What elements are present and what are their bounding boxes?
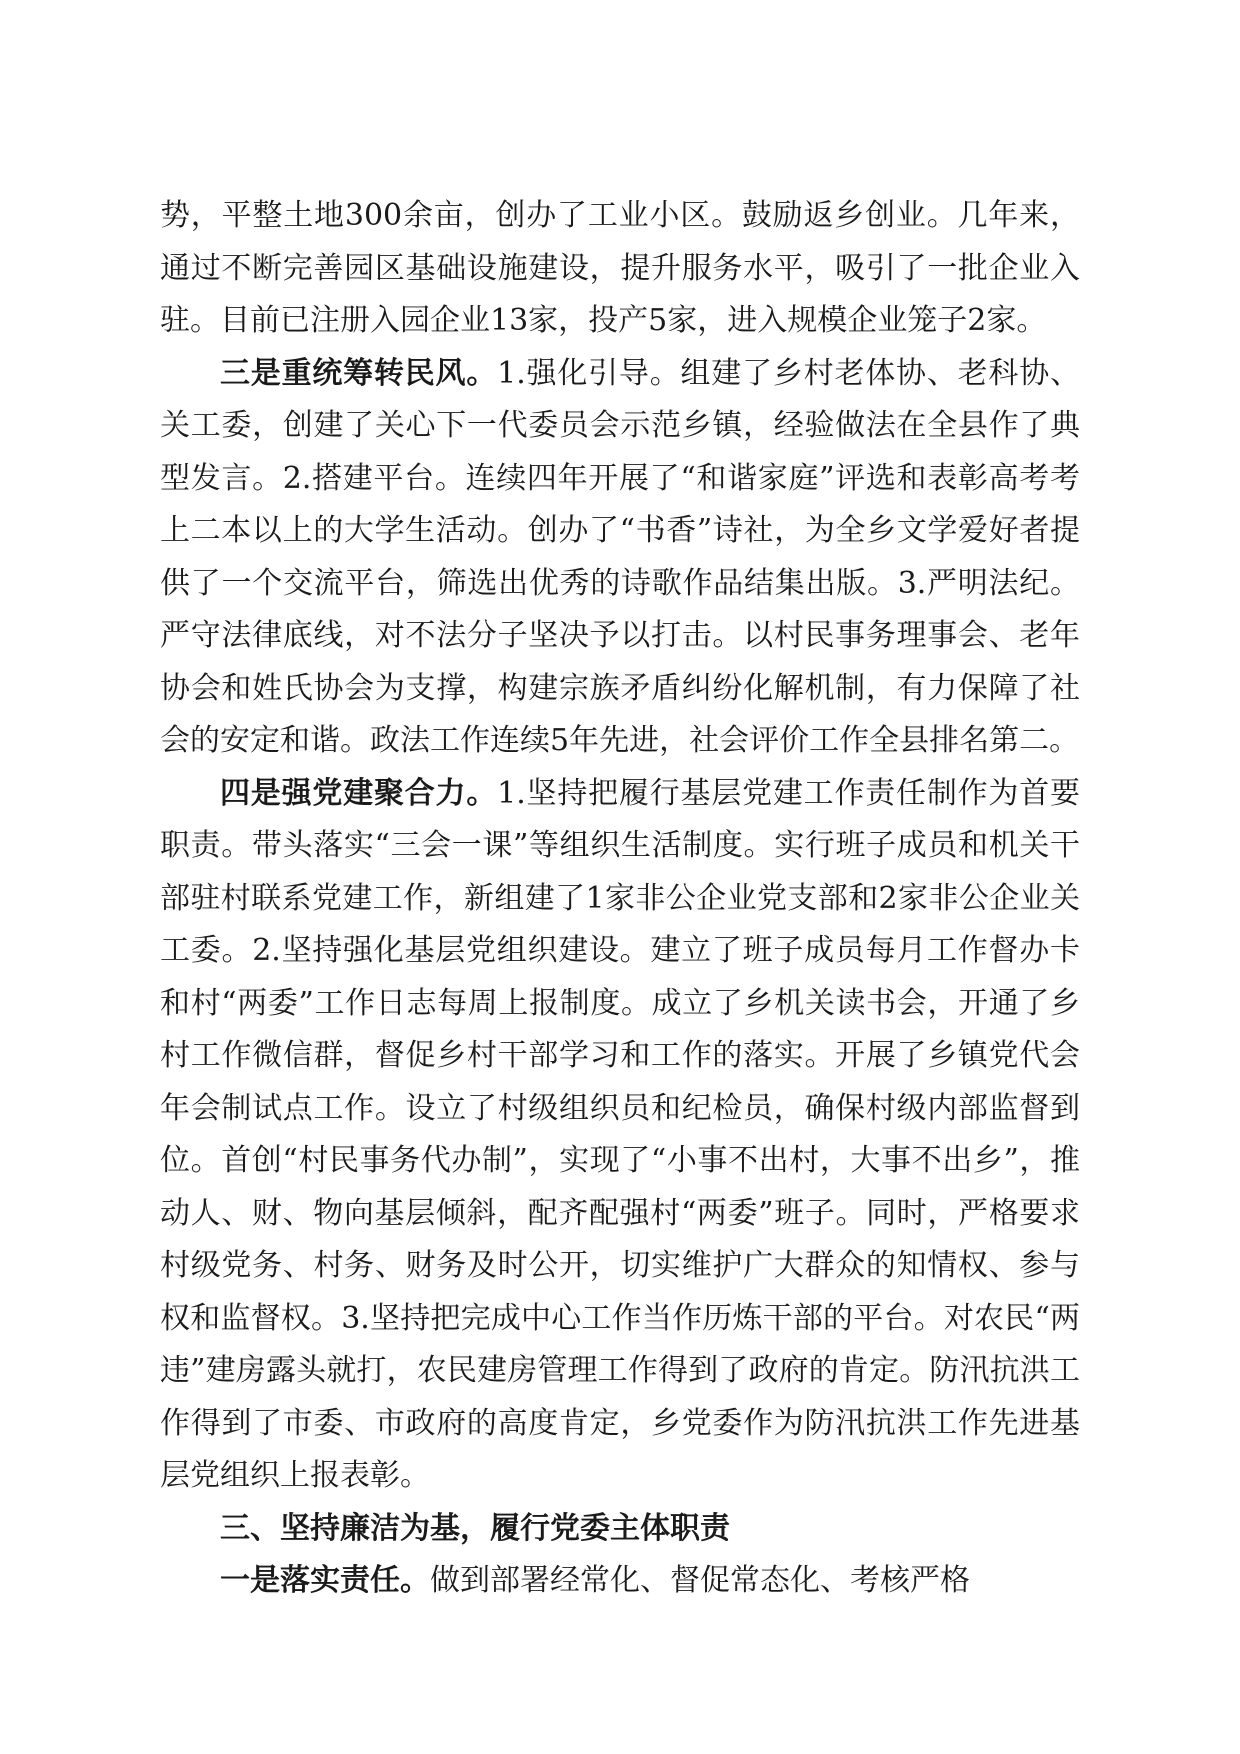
paragraph-lead: 一是落实责任。 <box>220 1563 430 1598</box>
document-page <box>160 190 1080 1608</box>
paragraph-body: 势，平整土地300余亩，创办了工业小区。鼓励返乡创业。几年来，通过不断完善园区基础设施建设，提升服务水平，吸引了一批企业入驻。目前已注册入园企业13家，投产5家，进入规模企业笼子2家。 <box>160 198 1080 338</box>
paragraph-continuation <box>160 190 1080 348</box>
paragraph-responsibility <box>160 1555 1080 1608</box>
paragraph-body: 1.坚持把履行基层党建工作责任制作为首要职责。带头落实“三会一课”等组织生活制度。实行班子成员和机关干部驻村联系党建工作，新组建了1家非公企业党支部和2家非公企业关工委。2.坚持强化基层党组织建设。建立了班子成员每月工作督办卡和村“两委”工作日志每周上报制度。成立了乡机关读书会，开通了乡村工作微信群，督促乡村干部学习和工作的落实。开展了乡镇党代会年会制试点工作。设立了村级组织员和纪检员，确保村级内部监督到位。首创“村民事务代办制”，实现了“小事不出村，大事不出乡”，推动人、财、物向基层倾斜，配齐配强村“两委”班子。同时，严格要求村级党务、村务、财务及时公开，切实维护广大群众的知情权、参与权和监督权。3.坚持把完成中心工作当作历炼干部的平台。对农民“两违”建房露头就打，农民建房管理工作得到了政府的肯定。防汛抗洪工作得到了市委、市政府的高度肯定，乡党委作为防汛抗洪工作先进基层党组织上报表彰。 <box>160 775 1080 1493</box>
paragraph-lead: 四是强党建聚合力。 <box>220 775 498 811</box>
paragraph-body: 做到部署经常化、督促常态化、考核严格 <box>430 1563 970 1598</box>
paragraph-lead: 三是重统筹转民风。 <box>220 355 498 391</box>
paragraph-civil-customs <box>160 348 1080 768</box>
section-heading: 三、坚持廉洁为基，履行党委主体职责 <box>220 1510 730 1546</box>
paragraph-body: 1.强化引导。组建了乡村老体协、老科协、关工委，创建了关心下一代委员会示范乡镇，经验做法在全县作了典型发言。2.搭建平台。连续四年开展了“和谐家庭”评选和表彰高考考上二本以上的大学生活动。创办了“书香”诗社，为全乡文学爱好者提供了一个交流平台，筛选出优秀的诗歌作品结集出版。3.严明法纪。严守法律底线，对不法分子坚决予以打击。以村民事务理事会、老年协会和姓氏协会为支撑，构建宗族矛盾纠纷化解机制，有力保障了社会的安定和谐。政法工作连续5年先进，社会评价工作全县排名第二。 <box>160 355 1080 758</box>
paragraph-party-building <box>160 768 1080 1503</box>
